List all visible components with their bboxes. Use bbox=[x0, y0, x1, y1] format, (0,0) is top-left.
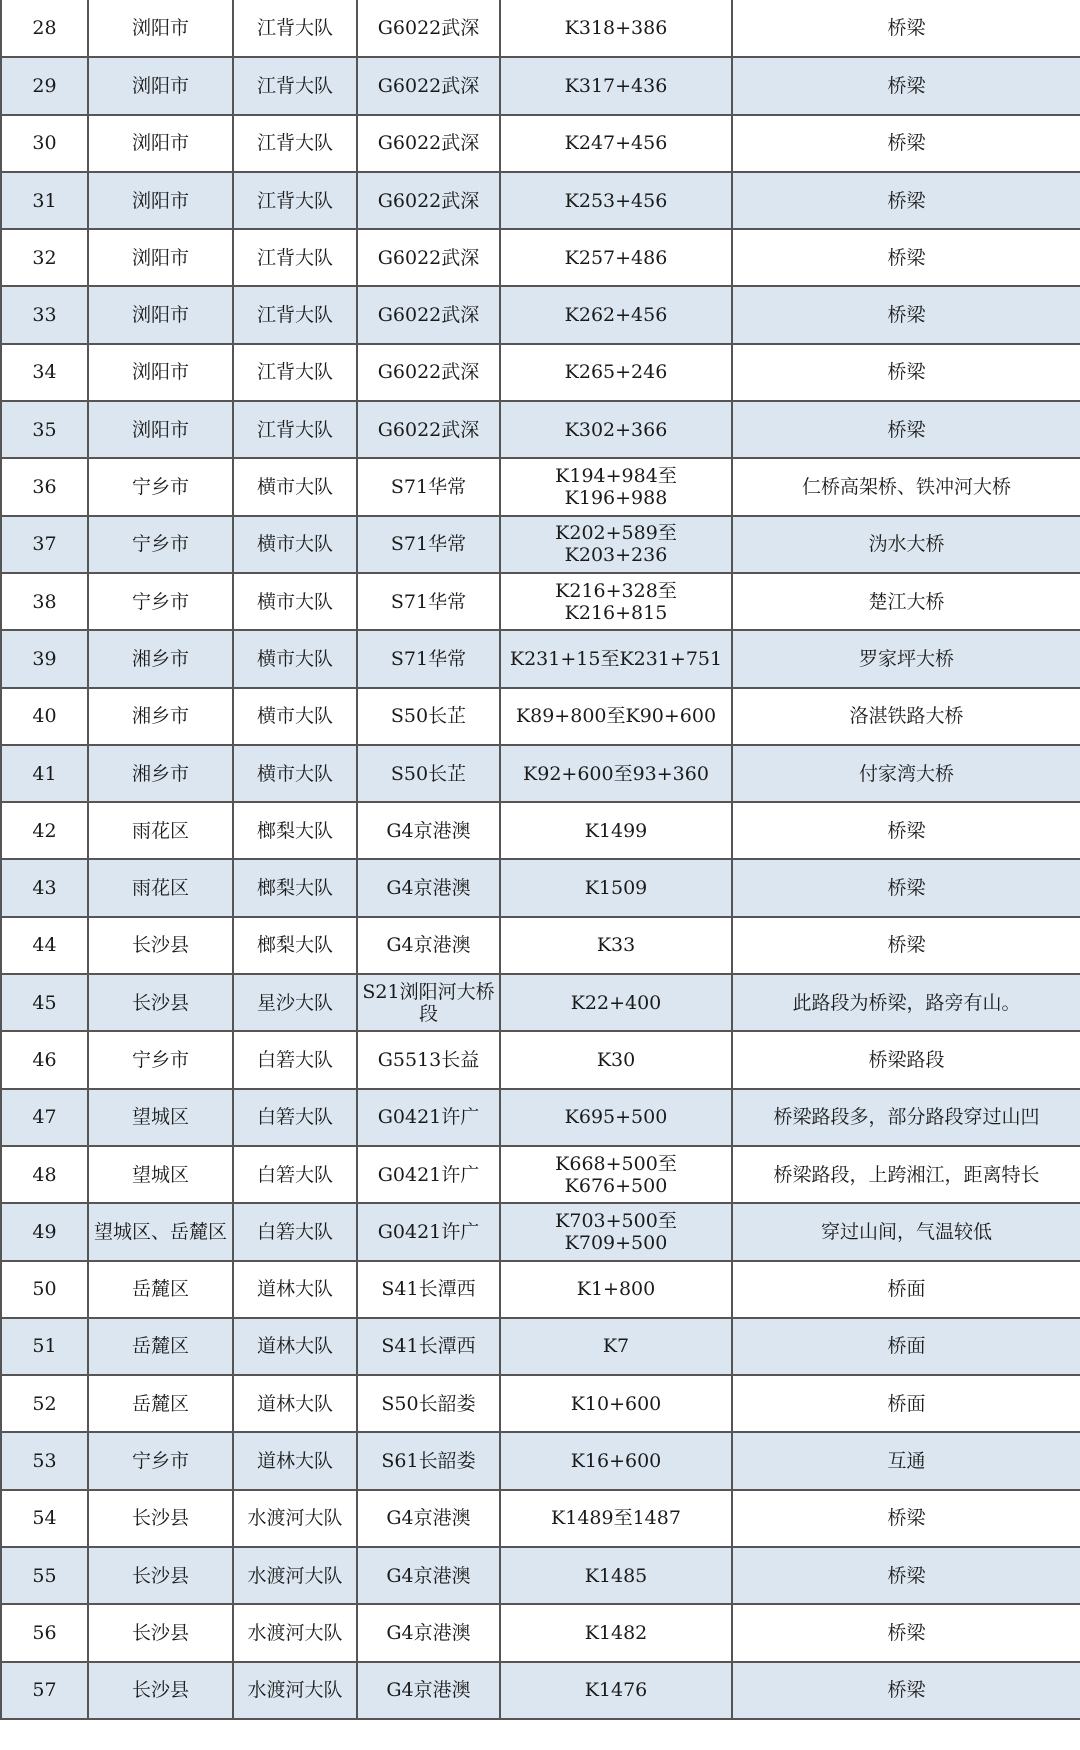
stake-cell: K30 bbox=[500, 1031, 732, 1088]
brigade-cell: 榔梨大队 bbox=[233, 802, 357, 859]
description-cell: 穿过山间，气温较低 bbox=[732, 1203, 1080, 1260]
city-cell: 长沙县 bbox=[88, 1662, 233, 1719]
row-number-cell: 36 bbox=[1, 458, 88, 515]
table-row bbox=[1, 745, 1080, 802]
stake-cell: K89+800至K90+600 bbox=[500, 688, 732, 745]
stake-cell: K33 bbox=[500, 917, 732, 974]
city-cell: 浏阳市 bbox=[88, 57, 233, 114]
row-number-cell: 42 bbox=[1, 802, 88, 859]
description-cell: 桥梁 bbox=[732, 917, 1080, 974]
table-row bbox=[1, 688, 1080, 745]
city-cell: 宁乡市 bbox=[88, 1031, 233, 1088]
row-number-cell: 31 bbox=[1, 172, 88, 229]
road-cell: G0421许广 bbox=[357, 1146, 500, 1203]
brigade-cell: 水渡河大队 bbox=[233, 1490, 357, 1547]
city-cell: 湘乡市 bbox=[88, 688, 233, 745]
description-cell: 桥梁路段 bbox=[732, 1031, 1080, 1088]
stake-cell: K1476 bbox=[500, 1662, 732, 1719]
row-number-cell: 43 bbox=[1, 859, 88, 916]
brigade-cell: 江背大队 bbox=[233, 0, 357, 57]
stake-cell: K7 bbox=[500, 1318, 732, 1375]
stake-cell: K194+984至K196+988 bbox=[500, 458, 732, 515]
description-cell: 此路段为桥梁，路旁有山。 bbox=[732, 974, 1080, 1031]
city-cell: 浏阳市 bbox=[88, 286, 233, 343]
brigade-cell: 横市大队 bbox=[233, 458, 357, 515]
city-cell: 望城区、岳麓区 bbox=[88, 1203, 233, 1260]
description-cell: 楚江大桥 bbox=[732, 573, 1080, 630]
table-row bbox=[1, 573, 1080, 630]
road-cell: G6022武深 bbox=[357, 344, 500, 401]
row-number-cell: 50 bbox=[1, 1261, 88, 1318]
stake-cell: K265+246 bbox=[500, 344, 732, 401]
city-cell: 浏阳市 bbox=[88, 401, 233, 458]
description-cell: 桥梁 bbox=[732, 344, 1080, 401]
brigade-cell: 白箬大队 bbox=[233, 1031, 357, 1088]
description-cell: 桥梁 bbox=[732, 802, 1080, 859]
description-cell: 仁桥高架桥、铁冲河大桥 bbox=[732, 458, 1080, 515]
stake-cell: K318+386 bbox=[500, 0, 732, 57]
city-cell: 浏阳市 bbox=[88, 229, 233, 286]
table-row bbox=[1, 344, 1080, 401]
brigade-cell: 江背大队 bbox=[233, 401, 357, 458]
row-number-cell: 41 bbox=[1, 745, 88, 802]
road-cell: S41长潭西 bbox=[357, 1318, 500, 1375]
brigade-cell: 横市大队 bbox=[233, 630, 357, 687]
stake-cell: K1489至1487 bbox=[500, 1490, 732, 1547]
stake-cell: K1485 bbox=[500, 1547, 732, 1604]
brigade-cell: 横市大队 bbox=[233, 688, 357, 745]
road-cell: G6022武深 bbox=[357, 229, 500, 286]
city-cell: 长沙县 bbox=[88, 1604, 233, 1661]
table-row bbox=[1, 1490, 1080, 1547]
brigade-cell: 榔梨大队 bbox=[233, 917, 357, 974]
city-cell: 浏阳市 bbox=[88, 115, 233, 172]
table-row bbox=[1, 458, 1080, 515]
row-number-cell: 54 bbox=[1, 1490, 88, 1547]
stake-cell: K1+800 bbox=[500, 1261, 732, 1318]
brigade-cell: 江背大队 bbox=[233, 57, 357, 114]
brigade-cell: 江背大队 bbox=[233, 344, 357, 401]
row-number-cell: 57 bbox=[1, 1662, 88, 1719]
description-cell: 付家湾大桥 bbox=[732, 745, 1080, 802]
row-number-cell: 53 bbox=[1, 1432, 88, 1489]
description-cell: 桥梁路段多，部分路段穿过山凹 bbox=[732, 1089, 1080, 1146]
city-cell: 湘乡市 bbox=[88, 745, 233, 802]
road-cell: G6022武深 bbox=[357, 115, 500, 172]
stake-cell: K695+500 bbox=[500, 1089, 732, 1146]
road-cell: S50长芷 bbox=[357, 688, 500, 745]
table-body bbox=[1, 0, 1080, 1719]
brigade-cell: 横市大队 bbox=[233, 745, 357, 802]
table-row bbox=[1, 57, 1080, 114]
table-row bbox=[1, 1375, 1080, 1432]
row-number-cell: 29 bbox=[1, 57, 88, 114]
table-row bbox=[1, 172, 1080, 229]
road-cell: G4京港澳 bbox=[357, 1490, 500, 1547]
road-cell: S50长芷 bbox=[357, 745, 500, 802]
row-number-cell: 35 bbox=[1, 401, 88, 458]
brigade-cell: 白箬大队 bbox=[233, 1146, 357, 1203]
city-cell: 长沙县 bbox=[88, 917, 233, 974]
city-cell: 岳麓区 bbox=[88, 1318, 233, 1375]
table-row bbox=[1, 229, 1080, 286]
description-cell: 互通 bbox=[732, 1432, 1080, 1489]
stake-cell: K703+500至K709+500 bbox=[500, 1203, 732, 1260]
row-number-cell: 45 bbox=[1, 974, 88, 1031]
table-row bbox=[1, 286, 1080, 343]
description-cell: 桥梁 bbox=[732, 1662, 1080, 1719]
road-cell: S71华常 bbox=[357, 516, 500, 573]
city-cell: 长沙县 bbox=[88, 974, 233, 1031]
stake-cell: K22+400 bbox=[500, 974, 732, 1031]
city-cell: 湘乡市 bbox=[88, 630, 233, 687]
road-cell: G4京港澳 bbox=[357, 1662, 500, 1719]
description-cell: 桥梁 bbox=[732, 1490, 1080, 1547]
row-number-cell: 51 bbox=[1, 1318, 88, 1375]
city-cell: 宁乡市 bbox=[88, 1432, 233, 1489]
city-cell: 岳麓区 bbox=[88, 1375, 233, 1432]
row-number-cell: 40 bbox=[1, 688, 88, 745]
city-cell: 宁乡市 bbox=[88, 516, 233, 573]
table-row bbox=[1, 1031, 1080, 1088]
road-cell: S61长韶娄 bbox=[357, 1432, 500, 1489]
brigade-cell: 江背大队 bbox=[233, 172, 357, 229]
stake-cell: K262+456 bbox=[500, 286, 732, 343]
table-row bbox=[1, 917, 1080, 974]
brigade-cell: 星沙大队 bbox=[233, 974, 357, 1031]
table-row bbox=[1, 1089, 1080, 1146]
brigade-cell: 水渡河大队 bbox=[233, 1604, 357, 1661]
road-cell: G6022武深 bbox=[357, 286, 500, 343]
road-cell: G4京港澳 bbox=[357, 802, 500, 859]
description-cell: 桥梁 bbox=[732, 286, 1080, 343]
road-cell: S41长潭西 bbox=[357, 1261, 500, 1318]
stake-cell: K1482 bbox=[500, 1604, 732, 1661]
description-cell: 桥梁 bbox=[732, 1604, 1080, 1661]
row-number-cell: 34 bbox=[1, 344, 88, 401]
road-cell: G6022武深 bbox=[357, 0, 500, 57]
description-cell: 桥梁 bbox=[732, 0, 1080, 57]
row-number-cell: 37 bbox=[1, 516, 88, 573]
road-cell: G4京港澳 bbox=[357, 859, 500, 916]
table-row bbox=[1, 401, 1080, 458]
brigade-cell: 水渡河大队 bbox=[233, 1547, 357, 1604]
table-row bbox=[1, 1203, 1080, 1260]
description-cell: 桥梁 bbox=[732, 859, 1080, 916]
city-cell: 望城区 bbox=[88, 1089, 233, 1146]
road-cell: G4京港澳 bbox=[357, 917, 500, 974]
brigade-cell: 江背大队 bbox=[233, 229, 357, 286]
row-number-cell: 39 bbox=[1, 630, 88, 687]
table-row bbox=[1, 1318, 1080, 1375]
city-cell: 浏阳市 bbox=[88, 172, 233, 229]
city-cell: 望城区 bbox=[88, 1146, 233, 1203]
description-cell: 桥梁路段，上跨湘江，距离特长 bbox=[732, 1146, 1080, 1203]
brigade-cell: 江背大队 bbox=[233, 286, 357, 343]
stake-cell: K253+456 bbox=[500, 172, 732, 229]
city-cell: 宁乡市 bbox=[88, 573, 233, 630]
stake-cell: K231+15至K231+751 bbox=[500, 630, 732, 687]
city-cell: 长沙县 bbox=[88, 1547, 233, 1604]
table-row bbox=[1, 1261, 1080, 1318]
description-cell: 沩水大桥 bbox=[732, 516, 1080, 573]
table-row bbox=[1, 115, 1080, 172]
stake-cell: K257+486 bbox=[500, 229, 732, 286]
stake-cell: K668+500至K676+500 bbox=[500, 1146, 732, 1203]
stake-cell: K317+436 bbox=[500, 57, 732, 114]
row-number-cell: 30 bbox=[1, 115, 88, 172]
row-number-cell: 33 bbox=[1, 286, 88, 343]
brigade-cell: 道林大队 bbox=[233, 1318, 357, 1375]
description-cell: 桥梁 bbox=[732, 57, 1080, 114]
row-number-cell: 38 bbox=[1, 573, 88, 630]
brigade-cell: 榔梨大队 bbox=[233, 859, 357, 916]
stake-cell: K216+328至K216+815 bbox=[500, 573, 732, 630]
description-cell: 桥面 bbox=[732, 1375, 1080, 1432]
table-row bbox=[1, 802, 1080, 859]
description-cell: 洛湛铁路大桥 bbox=[732, 688, 1080, 745]
road-cell: G6022武深 bbox=[357, 57, 500, 114]
description-cell: 桥梁 bbox=[732, 1547, 1080, 1604]
row-number-cell: 55 bbox=[1, 1547, 88, 1604]
brigade-cell: 白箬大队 bbox=[233, 1089, 357, 1146]
road-cell: G0421许广 bbox=[357, 1089, 500, 1146]
stake-cell: K202+589至K203+236 bbox=[500, 516, 732, 573]
row-number-cell: 52 bbox=[1, 1375, 88, 1432]
brigade-cell: 道林大队 bbox=[233, 1432, 357, 1489]
row-number-cell: 32 bbox=[1, 229, 88, 286]
brigade-cell: 道林大队 bbox=[233, 1261, 357, 1318]
road-cell: G5513长益 bbox=[357, 1031, 500, 1088]
stake-cell: K10+600 bbox=[500, 1375, 732, 1432]
table-row bbox=[1, 1146, 1080, 1203]
table-row bbox=[1, 516, 1080, 573]
table-row bbox=[1, 859, 1080, 916]
description-cell: 桥梁 bbox=[732, 115, 1080, 172]
table-row bbox=[1, 1547, 1080, 1604]
city-cell: 宁乡市 bbox=[88, 458, 233, 515]
road-cell: G6022武深 bbox=[357, 401, 500, 458]
brigade-cell: 白箬大队 bbox=[233, 1203, 357, 1260]
brigade-cell: 道林大队 bbox=[233, 1375, 357, 1432]
stake-cell: K1509 bbox=[500, 859, 732, 916]
table-row bbox=[1, 1662, 1080, 1719]
brigade-cell: 横市大队 bbox=[233, 516, 357, 573]
stake-cell: K1499 bbox=[500, 802, 732, 859]
row-number-cell: 44 bbox=[1, 917, 88, 974]
city-cell: 浏阳市 bbox=[88, 344, 233, 401]
table-row bbox=[1, 1604, 1080, 1661]
brigade-cell: 江背大队 bbox=[233, 115, 357, 172]
description-cell: 桥面 bbox=[732, 1261, 1080, 1318]
row-number-cell: 49 bbox=[1, 1203, 88, 1260]
city-cell: 浏阳市 bbox=[88, 0, 233, 57]
stake-cell: K247+456 bbox=[500, 115, 732, 172]
row-number-cell: 47 bbox=[1, 1089, 88, 1146]
row-number-cell: 48 bbox=[1, 1146, 88, 1203]
row-number-cell: 56 bbox=[1, 1604, 88, 1661]
description-cell: 罗家坪大桥 bbox=[732, 630, 1080, 687]
city-cell: 岳麓区 bbox=[88, 1261, 233, 1318]
city-cell: 雨花区 bbox=[88, 802, 233, 859]
table-row bbox=[1, 1432, 1080, 1489]
brigade-cell: 横市大队 bbox=[233, 573, 357, 630]
stake-cell: K16+600 bbox=[500, 1432, 732, 1489]
road-cell: S50长韶娄 bbox=[357, 1375, 500, 1432]
table-row bbox=[1, 0, 1080, 57]
stake-cell: K302+366 bbox=[500, 401, 732, 458]
description-cell: 桥面 bbox=[732, 1318, 1080, 1375]
stake-cell: K92+600至93+360 bbox=[500, 745, 732, 802]
table-row bbox=[1, 630, 1080, 687]
table-row bbox=[1, 974, 1080, 1031]
road-cell: S71华常 bbox=[357, 630, 500, 687]
road-cell: S71华常 bbox=[357, 458, 500, 515]
description-cell: 桥梁 bbox=[732, 229, 1080, 286]
road-cell: S21浏阳河大桥段 bbox=[357, 974, 500, 1031]
brigade-cell: 水渡河大队 bbox=[233, 1662, 357, 1719]
road-cell: G6022武深 bbox=[357, 172, 500, 229]
city-cell: 雨花区 bbox=[88, 859, 233, 916]
description-cell: 桥梁 bbox=[732, 172, 1080, 229]
road-cell: G4京港澳 bbox=[357, 1604, 500, 1661]
row-number-cell: 28 bbox=[1, 0, 88, 57]
row-number-cell: 46 bbox=[1, 1031, 88, 1088]
road-cell: S71华常 bbox=[357, 573, 500, 630]
road-cell: G0421许广 bbox=[357, 1203, 500, 1260]
city-cell: 长沙县 bbox=[88, 1490, 233, 1547]
road-cell: G4京港澳 bbox=[357, 1547, 500, 1604]
description-cell: 桥梁 bbox=[732, 401, 1080, 458]
